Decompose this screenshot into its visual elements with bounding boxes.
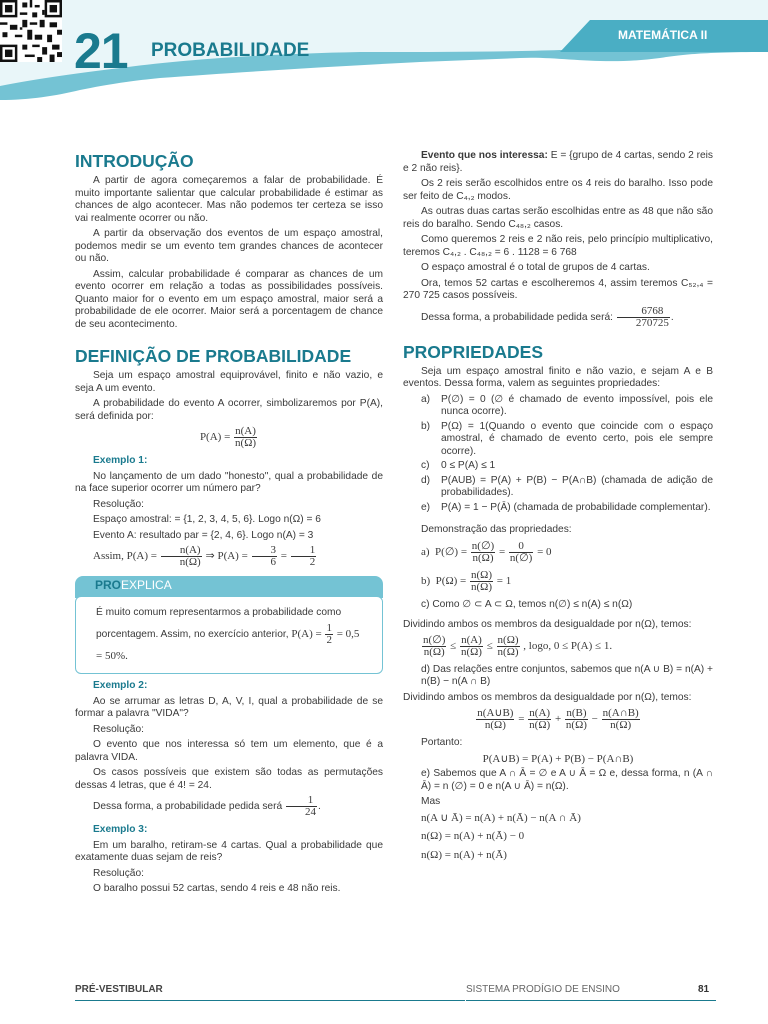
property-text: 0 ≤ P(A) ≤ 1 <box>441 460 496 471</box>
page-header <box>0 0 768 140</box>
fraction: $\frac{3}{6}$ <box>252 545 278 568</box>
property-item <box>421 502 713 515</box>
qr-code-icon[interactable] <box>0 0 62 62</box>
property-text: P(AUB) = P(A) + P(B) − P(A∩B) (chamada de adição de probabilidades). <box>441 474 713 498</box>
footer-divider-left <box>75 1000 465 1001</box>
property-letter: b) <box>421 420 431 432</box>
properties-intro: Seja um espaço amostral finito e não vazio, e sejam A e B eventos. Dessa forma, valem as seguintes propriedades: <box>403 365 713 389</box>
formula-fraction: $\frac{n(A)}{n(\Omega)}$ <box>235 425 257 449</box>
portanto-equation: P(A∪B) = P(A) + P(B) − P(A∩B) <box>482 752 634 765</box>
footer-middle-label: SISTEMA PRODÍGIO DE ENSINO <box>466 984 620 995</box>
demo-d: d) Das relações entre conjuntos, sabemos que n(A ∪ B) = n(A) + n(B) − n(A ∩ B) <box>421 663 713 687</box>
right-column <box>403 150 713 864</box>
demo-c-inequality: $\frac{n(\emptyset)}{n(\Omega)}$ ≤ $\frac{n(A)}{n(\Omega)}$ ≤ $\frac{n(\Omega)}{n(\Omega)}$ , logo, 0 ≤ P(A) ≤ 1. <box>423 633 613 658</box>
definition-paragraph-1: Seja um espaço amostral equiprovável, finito e não vazio, e seja A um evento. <box>75 370 383 394</box>
right-paragraph-1: Os 2 reis serão escolhidos entre os 4 reis do baralho. Isso pode ser feito de C₄,₂ modos. <box>403 178 713 202</box>
example-1-title: Exemplo 1: <box>93 455 148 466</box>
property-letter: d) <box>421 474 431 486</box>
example-1-line-2: Evento A: resultado par = {2, 4, 6}. Logo n(A) = 3 <box>93 529 314 541</box>
right-paragraph-6: Dessa forma, a probabilidade pedida será: $\frac{6768}{270725}$ . <box>421 304 674 329</box>
example-3-line-1: O baralho possui 52 cartas, sendo 4 reis e 48 não reis. <box>93 883 341 894</box>
fraction: $\frac{n(A)}{n(\Omega)}$ <box>161 545 202 568</box>
footer-left-label: PRÉ-VESTIBULAR <box>75 984 163 995</box>
property-item <box>421 394 713 419</box>
formula-lhs: Assim, P(A) = <box>93 550 157 563</box>
property-text: P(A) = 1 − P(Ā) (chamada de probabilidade complementar). <box>441 501 711 513</box>
example-3-question: Em um baralho, retiram-se 4 cartas. Qual a probabilidade que exatamente duas sejam de reis? <box>75 839 383 863</box>
intro-paragraph-2: A partir da observação dos eventos de um espaço amostral, podemos medir se um evento tem grandes chances de acontecer ou não. <box>75 228 383 264</box>
example-1-resolution: Resolução: <box>93 498 144 510</box>
right-paragraph-3: Como queremos 2 reis e 2 não reis, pelo princípio multiplicativo, teremos C₄,₂ . C₄₈,₂ = 6 . 1128 = 6 768 <box>403 234 713 258</box>
example-3-resolution: Resolução: <box>93 867 144 879</box>
example-2-line-2: Os casos possíveis que existem são todas as permutações dessas 4 letras, que é 4! = 24. <box>75 767 383 791</box>
property-letter: e) <box>421 501 431 513</box>
demo-b: b) P(Ω) = $\frac{n(\Omega)}{n(\Omega)}$ = 1 <box>421 568 512 593</box>
implies: ⇒ P(A) = <box>205 550 248 563</box>
intro-heading: INTRODUÇÃO <box>75 151 194 171</box>
example-1-formula <box>75 545 383 568</box>
property-letter: c) <box>421 460 430 471</box>
properties-list <box>403 394 713 515</box>
definition-heading: DEFINIÇÃO DE PROBABILIDADE <box>75 346 352 366</box>
right-paragraph-4: O espaço amostral é o total de grupos de 4 cartas. <box>421 262 650 273</box>
event-line: Evento que nos interessa: E = {grupo de 4 cartas, sendo 2 reis e 2 não reis}. <box>403 150 713 174</box>
example-1-question: No lançamento de um dado "honesto", qual a probabilidade de na face superior ocorrer um número par? <box>75 470 383 494</box>
intro-paragraph-1: A partir de agora começaremos a falar de probabilidade. É muito importante salientar que calcular probabilidade é estimar as chances de algo acontecer. Mas não podemos ter certeza se isso vai realmente ocorrer ou não. <box>75 175 383 224</box>
demo-c: c) Como ∅ ⊂ A ⊂ Ω, temos n(∅) ≤ n(A) ≤ n(Ω) <box>421 598 633 610</box>
portanto-label: Portanto: <box>421 737 463 748</box>
example-2-title: Exemplo 2: <box>93 680 148 691</box>
example-2-resolution: Resolução: <box>93 723 144 735</box>
page-number: 81 <box>698 984 710 995</box>
footer-divider-right <box>466 1000 716 1001</box>
chapter-title: PROBABILIDADE <box>151 40 310 61</box>
proexplica-box <box>75 576 383 674</box>
left-column <box>75 150 383 899</box>
mas-line-2: n(Ω) = n(A) + n(Ā) − 0 <box>421 830 525 842</box>
chapter-number: 21 <box>74 23 128 79</box>
property-letter: a) <box>421 393 431 405</box>
property-item <box>421 421 713 459</box>
demo-a: a) P(∅) = $\frac{n(\emptyset)}{n(\Omega)}$ = $\frac{0}{n(\emptyset)}$ = 0 <box>421 539 552 564</box>
property-item <box>421 460 713 473</box>
property-item <box>421 475 713 500</box>
proexplica-tab: PROEXPLICA <box>75 576 383 598</box>
demo-c-divide: Dividindo ambos os membros da desigualdade por n(Ω), temos: <box>403 619 692 630</box>
proexplica-body <box>75 596 383 674</box>
right-paragraph-5: Ora, temos 52 cartas e escolheremos 4, assim teremos C₅₂,₄ = 270 725 casos possíveis. <box>403 277 713 301</box>
example-1-line-1: Espaço amostral: = {1, 2, 3, 4, 5, 6}. Logo n(Ω) = 6 <box>93 514 321 525</box>
equals: = <box>280 550 288 563</box>
definition-paragraph-2: A probabilidade do evento A ocorrer, simbolizaremos por P(A), será definida por: <box>75 398 383 422</box>
mas-line-3: n(Ω) = n(A) + n(Ā) <box>421 848 507 861</box>
formula-lhs: P(A) = <box>199 431 231 444</box>
property-text: P(∅) = 0 (∅ é chamado de evento impossível, pois ele nunca ocorre). <box>441 393 713 417</box>
demo-d-divide: Dividindo ambos os membros da desigualdade por n(Ω), temos: <box>403 691 692 703</box>
example-2-question: Ao se arrumar as letras D, A, V, I, qual a probabilidade de se formar a palavra "VIDA"? <box>75 695 383 719</box>
proexplica-text: É muito comum representarmos a probabilidade como porcentagem. Assim, no exercício anterior, <box>96 607 342 641</box>
mas-line-1: n(A ∪ Ā) = n(A) + n(Ā) − n(A ∩ Ā) <box>421 811 581 824</box>
mas-label: Mas <box>421 796 441 807</box>
properties-heading: PROPRIEDADES <box>403 341 544 362</box>
example-2-line-3: Dessa forma, a probabilidade pedida será $\frac{1}{24}$ . <box>93 794 321 818</box>
intro-paragraph-3: Assim, calcular probabilidade é comparar as chances de um evento ocorrer em relação a todas as possibilidades possíveis. Quanto maior for o evento em um espaço amostral, maior será a probabilidade de ele ocorrer. Maior será a porcentagem de chance de seu acontecimento. <box>75 268 383 330</box>
demo-e: e) Sabemos que A ∩ Ā = ∅ e A ∪ Ā = Ω e, dessa forma, n (A ∩ Ā) = n (∅) = 0 e n(A ∪ Ā) = n(Ω). <box>421 768 713 792</box>
subject-label: MATEMÁTICA II <box>618 28 708 42</box>
demo-d-formula: $\frac{n(A\cup B)}{n(\Omega)}$ = $\frac{n(A)}{n(\Omega)}$ + $\frac{n(B)}{n(\Omega)}$ − $\frac{n(A\cap B)}{n(\Omega)}$ <box>477 707 639 731</box>
definition-formula <box>75 426 383 449</box>
example-3-title: Exemplo 3: <box>93 824 148 835</box>
example-2-line-1: O evento que nos interessa só tem um elemento, que é a palavra VIDA. <box>75 739 383 763</box>
page-footer <box>0 984 768 996</box>
right-paragraph-2: As outras duas cartas serão escolhidas entre as 48 que não são reis do baralho. Sendo C₄₈,₂ casos. <box>403 206 713 230</box>
proexplica-formula: P(A) = $\frac{1}{2}$ = 0,5 = 50%. <box>96 622 360 662</box>
fraction: $\frac{1}{2}$ <box>291 545 317 568</box>
property-text: P(Ω) = 1(Quando o evento que coincide com o espaço amostral, é chamado de evento certo, pois ele sempre ocorre). <box>441 420 713 457</box>
demonstration-title: Demonstração das propriedades: <box>421 524 572 535</box>
